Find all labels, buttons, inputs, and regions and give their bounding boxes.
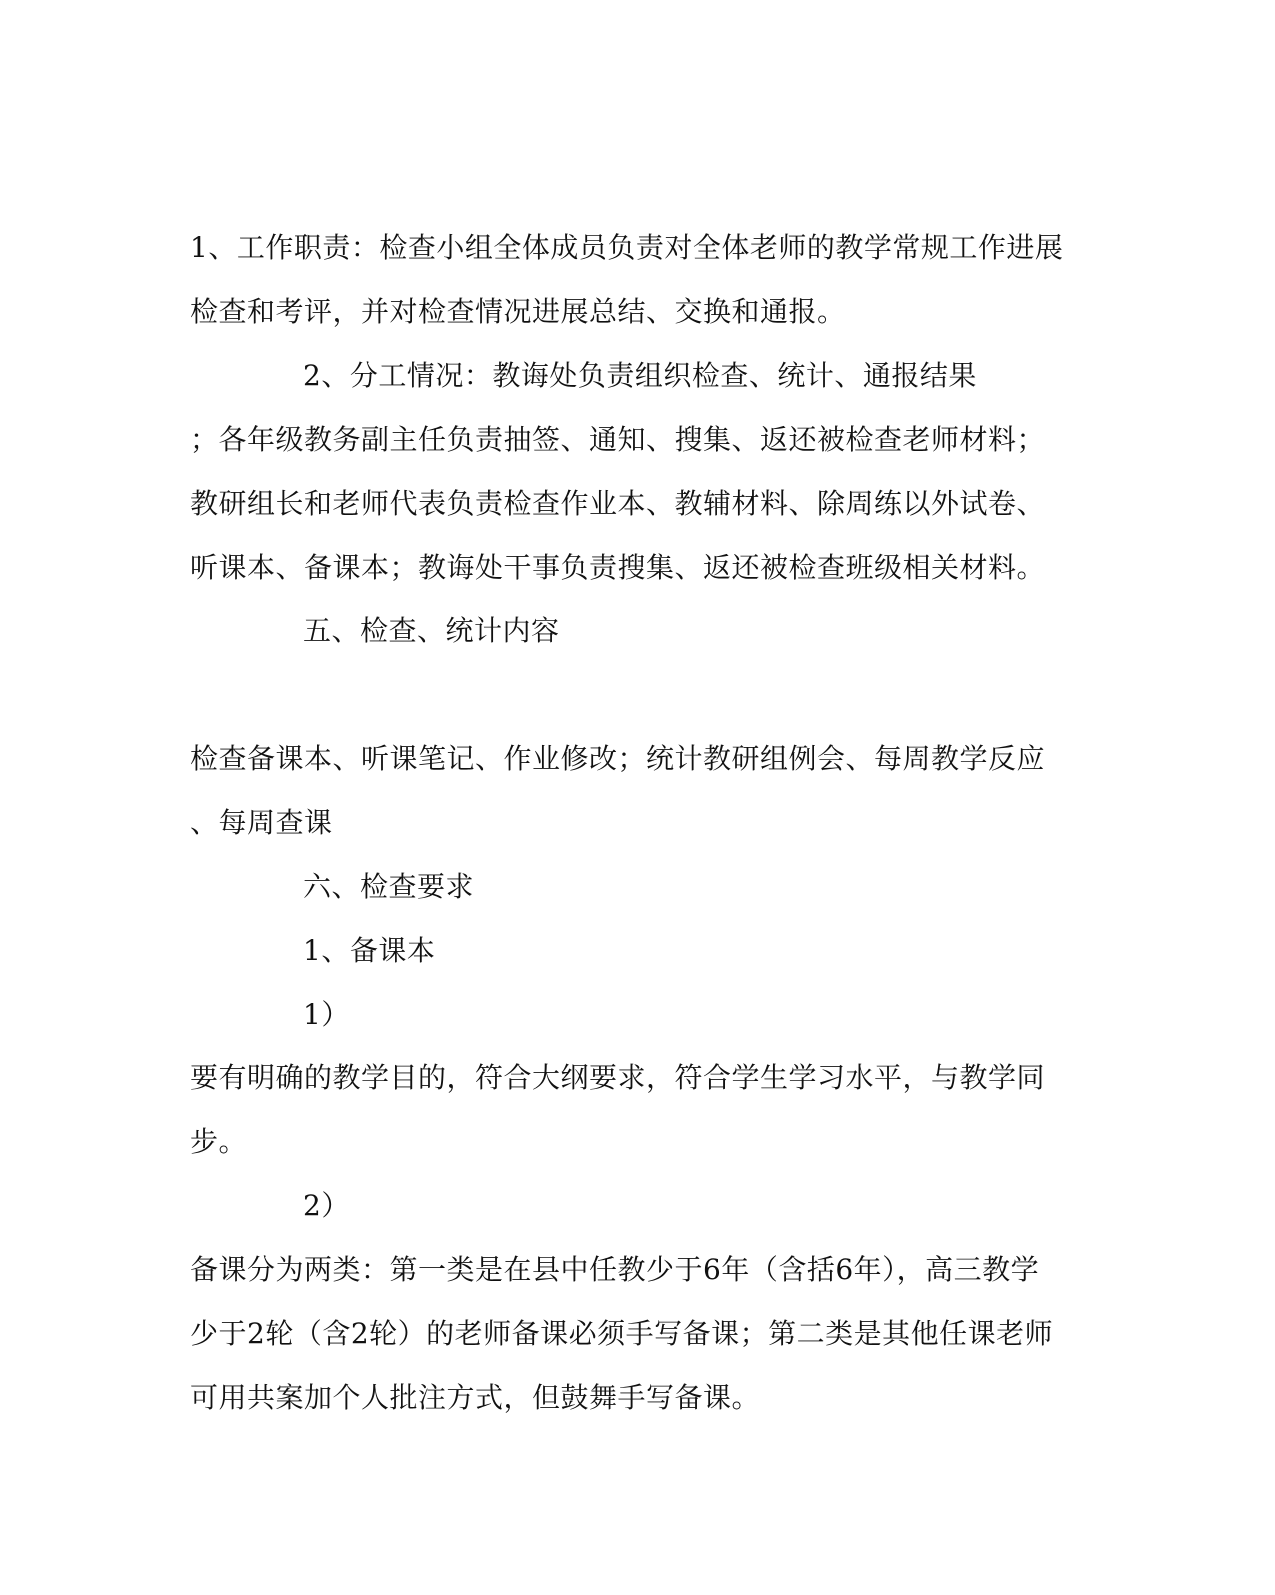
item-number: 1） bbox=[303, 998, 350, 1031]
text-line: 检查备课本、听课笔记、作业修改；统计教研组例会、每周教学反应 bbox=[190, 742, 1046, 775]
text-line: 少于2轮（含2轮）的老师备课必须手写备课；第二类是其他任课老师 bbox=[190, 1317, 1054, 1350]
text-line: 备课分为两类：第一类是在县中任教少于6年（含括6年），高三教学 bbox=[190, 1253, 1040, 1286]
text-line: 可用共案加个人批注方式，但鼓舞手写备课。 bbox=[190, 1381, 761, 1414]
text-line: 2、分工情况：教诲处负责组织检查、统计、通报结果 bbox=[303, 359, 977, 392]
text-line: 1、工作职责：检查小组全体成员负责对全体老师的教学常规工作进展 bbox=[190, 231, 1064, 264]
text-line: 听课本、备课本；教诲处干事负责搜集、返还被检查班级相关材料。 bbox=[190, 551, 1046, 584]
text-line: ；各年级教务副主任负责抽签、通知、搜集、返还被检查老师材料； bbox=[190, 423, 1046, 456]
text-line: 步。 bbox=[190, 1125, 248, 1158]
text-line: 教研组长和老师代表负责检查作业本、教辅材料、除周练以外试卷、 bbox=[190, 487, 1046, 520]
subsection-heading: 1、备课本 bbox=[303, 934, 436, 967]
text-line: 要有明确的教学目的，符合大纲要求，符合学生学习水平，与教学同 bbox=[190, 1061, 1046, 1094]
text-line: 检查和考评，并对检查情况进展总结、交换和通报。 bbox=[190, 295, 846, 328]
section-heading: 六、检查要求 bbox=[303, 870, 475, 903]
text-line: 、每周查课 bbox=[190, 806, 333, 839]
section-heading: 五、检查、统计内容 bbox=[303, 614, 560, 647]
item-number: 2） bbox=[303, 1189, 350, 1222]
